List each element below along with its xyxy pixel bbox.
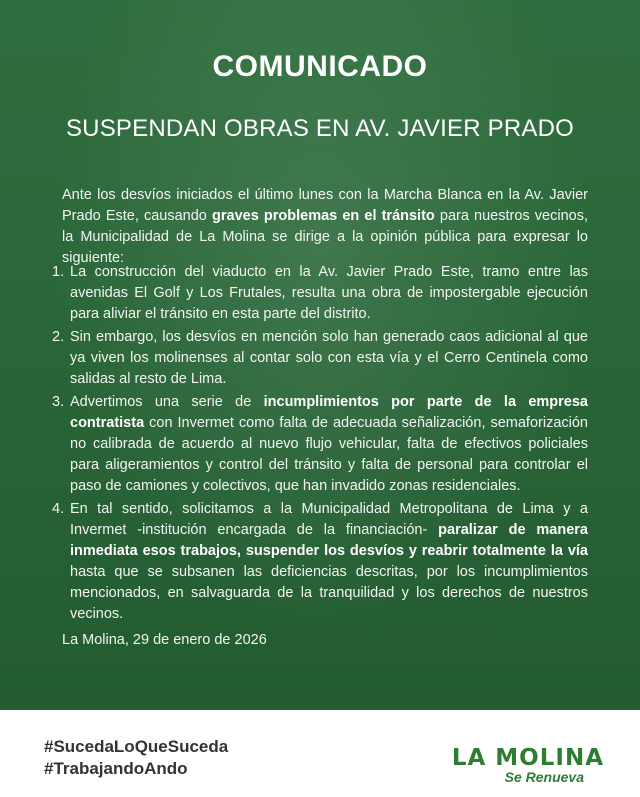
hashtag-secondary: #TrabajandoAndo [44, 759, 188, 778]
list-item-text: Advertimos una serie de [70, 394, 264, 410]
list-item-bold: incumplimientos por parte de la empresa contratista [70, 394, 588, 431]
list-item-bold: paralizar de manera inmediata esos trabajos, suspender los desvíos y reabrir totalmente la vía [70, 522, 588, 559]
hashtags [44, 736, 228, 780]
subhead: SUSPENDAN OBRAS EN AV. JAVIER PRADO [65, 115, 575, 142]
list-item [52, 499, 588, 625]
list-item-text: La construcción del viaducto en la Av. Javier Prado Este, tramo entre las avenidas El Golf y Los Frutales, resulta una obra de impostergable ejecución para aliviar el tránsito en esta parte del distrito. [70, 264, 588, 322]
intro-text: para nuestros vecinos, la Municipalidad de La Molina se dirige a la opinión pública para expresar lo siguiente: [62, 207, 588, 266]
headline: COMUNICADO [212, 50, 428, 83]
list-item-number: 3. [52, 394, 65, 410]
place-date: La Molina, 29 de enero de 2026 [62, 632, 267, 648]
list-item-text: Sin embargo, los desvíos en mención solo han generado caos adicional al que ya viven los molinenses al contar solo con esta vía y el Cerro Centinela como salidas al resto de Lima. [70, 329, 588, 387]
hashtag-primary: #SucedaLoQueSuceda [44, 737, 229, 756]
list-item-text: En tal sentido, solicitamos a la Municipalidad Metropolitana de Lima y a Invermet -institución encargada de la financiación- [70, 501, 588, 538]
list-item-number: 2. [52, 329, 65, 345]
points-list [52, 262, 588, 627]
logo-wordmark: LA MOLINA [451, 745, 604, 771]
list-item-number: 1. [52, 264, 65, 280]
logo-tagline: Se Renueva [504, 769, 584, 785]
list-item [52, 327, 588, 390]
list-item-number: 4. [52, 501, 65, 517]
la-molina-logo [452, 745, 604, 785]
list-item-text: hasta que se subsanen las deficiencias descritas, por los incumplimientos mencionados, en salvaguarda de la tranquilidad y los derechos de nuestros vecinos. [70, 564, 588, 622]
list-item-text: con Invermet como falta de adecuada señalización, semaforización no calibrada de acuerdo al nuevo flujo vehicular, falta de efectivos policiales para aligeramientos y control del tránsito y falta de personal para controlar el paso de camiones y colectivos, que han invadido zonas residenciales. [70, 415, 588, 494]
list-item [52, 392, 588, 497]
intro-bold: graves problemas en el tránsito [212, 207, 435, 224]
intro-paragraph [62, 185, 588, 269]
list-item [52, 262, 588, 325]
intro-text: Ante los desvíos iniciados el último lunes con la Marcha Blanca en la Av. Javier Prado Este, causando [62, 186, 588, 224]
